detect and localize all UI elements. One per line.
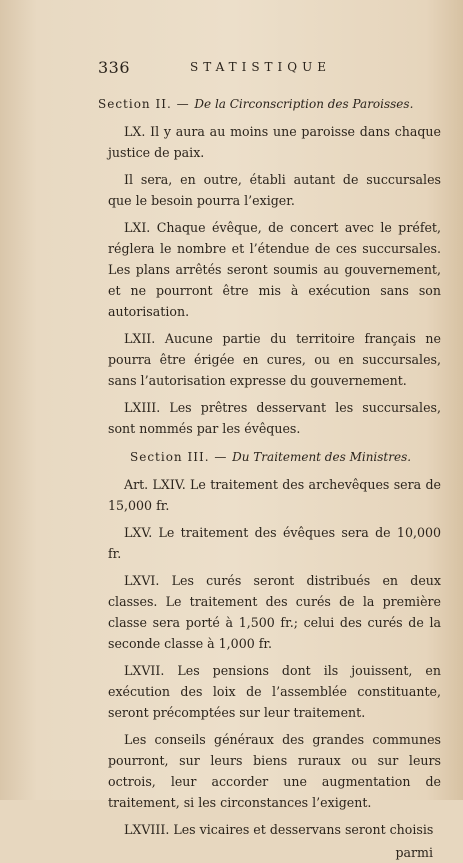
section-title: Du Traitement des Ministres. bbox=[232, 450, 412, 464]
paragraph: LXIII. Les prêtres desservant les succursales, sont nommés par les évêques. bbox=[108, 400, 441, 436]
section-heading-3 bbox=[130, 447, 441, 468]
paragraph: LXVII. Les pensions dont ils jouissent, en exécution des loix de l’assemblée constituante, seront précomptées sur leur traitement. bbox=[108, 663, 441, 720]
paragraph: LXV. Le traitement des évêques sera de 10,000 fr. bbox=[108, 525, 441, 561]
paragraph: LXI. Chaque évêque, de concert avec le préfet, réglera le nombre et l’étendue de ces succursales. Les plans arrêtés seront soumis au gouvernement, et ne pourront être mis à exécution sans son autorisation. bbox=[108, 220, 441, 319]
paragraph: Il sera, en outre, établi autant de succursales que le besoin pourra l’exiger. bbox=[108, 172, 441, 208]
paragraph: Art. LXIV. Le traitement des archevêques sera de 15,000 fr. bbox=[108, 477, 441, 513]
section-label: Section III. — bbox=[130, 450, 233, 464]
page-header bbox=[98, 58, 443, 80]
section-label: Section II. — bbox=[98, 97, 195, 111]
section-heading-2 bbox=[98, 94, 441, 115]
paragraph: LX. Il y aura au moins une paroisse dans chaque justice de paix. bbox=[108, 124, 441, 160]
page-body bbox=[98, 94, 441, 863]
catchword: parmi bbox=[395, 845, 433, 860]
paragraph: Les conseils généraux des grandes communes pourront, sur leurs biens ruraux ou sur leurs octrois, leur accorder une augmentation de traitement, si les circonstances l’exigent. bbox=[108, 732, 441, 810]
running-title: STATISTIQUE bbox=[190, 60, 331, 74]
section-title: De la Circonscription des Paroisses. bbox=[194, 97, 414, 111]
paragraph: LXII. Aucune partie du territoire français ne pourra être érigée en cures, ou en succursales, sans l’autorisation expresse du gouvernement. bbox=[108, 331, 441, 388]
paragraph: LXVI. Les curés seront distribués en deux classes. Le traitement des curés de la première classe sera porté à 1,500 fr.; celui des curés de la seconde classe à 1,000 fr. bbox=[108, 573, 441, 651]
page-number: 336 bbox=[98, 58, 131, 77]
paragraph: LXVIII. Les vicaires et desservans seront choisis bbox=[124, 822, 434, 837]
